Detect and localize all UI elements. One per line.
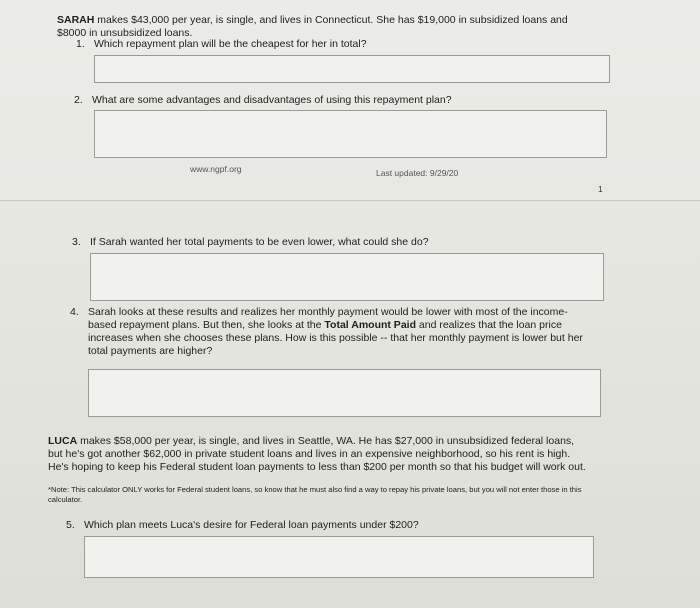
luca-name: LUCA	[48, 435, 78, 447]
luca-intro-text: makes $58,000 per year, is single, and lives in Seattle, WA. He has $27,000 in unsubsidized federal loans, but he's got another $62,000 in private student loans and lives in an expensive neighborhood, so his rent is high. He's hoping to keep his Federal student loan payments to less than $200 per month so that his budget will work out.	[48, 435, 586, 473]
answer-box-5[interactable]	[84, 536, 594, 578]
question-4-text-bold: Total Amount Paid	[324, 319, 416, 331]
question-1-text: Which repayment plan will be the cheapest for her in total?	[94, 38, 367, 50]
question-3	[72, 236, 592, 249]
question-5-number: 5.	[66, 519, 75, 531]
question-2-number: 2.	[74, 94, 83, 106]
question-3-number: 3.	[72, 236, 81, 248]
sarah-intro	[57, 14, 597, 40]
question-4	[70, 306, 595, 358]
answer-box-2[interactable]	[94, 110, 607, 158]
question-2	[74, 94, 594, 107]
luca-intro	[48, 435, 590, 474]
answer-box-1[interactable]	[94, 55, 610, 83]
page-divider	[0, 200, 700, 201]
question-3-text: If Sarah wanted her total payments to be even lower, what could she do?	[90, 236, 429, 248]
question-4-text-post: and realizes that the loan price increases when she chooses these plans. How is this possible -- that her monthly payment is lower but her total payments are higher?	[88, 319, 583, 357]
question-4-text-pre: Sarah looks at these results and realizes her monthly payment would be lower with most of the income-based repayment plans. But then, she looks at the	[88, 306, 568, 331]
answer-box-4[interactable]	[88, 369, 601, 417]
question-5	[66, 519, 586, 532]
question-1	[76, 38, 596, 51]
sarah-intro-text: makes $43,000 per year, is single, and lives in Connecticut. She has $19,000 in subsidized loans and $8000 in unsubsidized loans.	[57, 14, 568, 39]
question-5-text: Which plan meets Luca's desire for Federal loan payments under $200?	[84, 519, 419, 531]
page-number: 1	[598, 184, 603, 194]
question-4-number: 4.	[70, 306, 79, 318]
question-1-number: 1.	[76, 38, 85, 50]
question-2-text: What are some advantages and disadvantages of using this repayment plan?	[92, 94, 452, 106]
sarah-name: SARAH	[57, 14, 95, 26]
answer-box-3[interactable]	[90, 253, 604, 301]
footer-website: www.ngpf.org	[190, 164, 242, 174]
footer-updated: Last updated: 9/29/20	[376, 168, 459, 178]
question-4-body	[88, 306, 593, 358]
luca-note: *Note: This calculator ONLY works for Federal student loans, so know that he must also find a way to repay his private loans, but you will not enter those in this calculator.	[48, 485, 582, 504]
